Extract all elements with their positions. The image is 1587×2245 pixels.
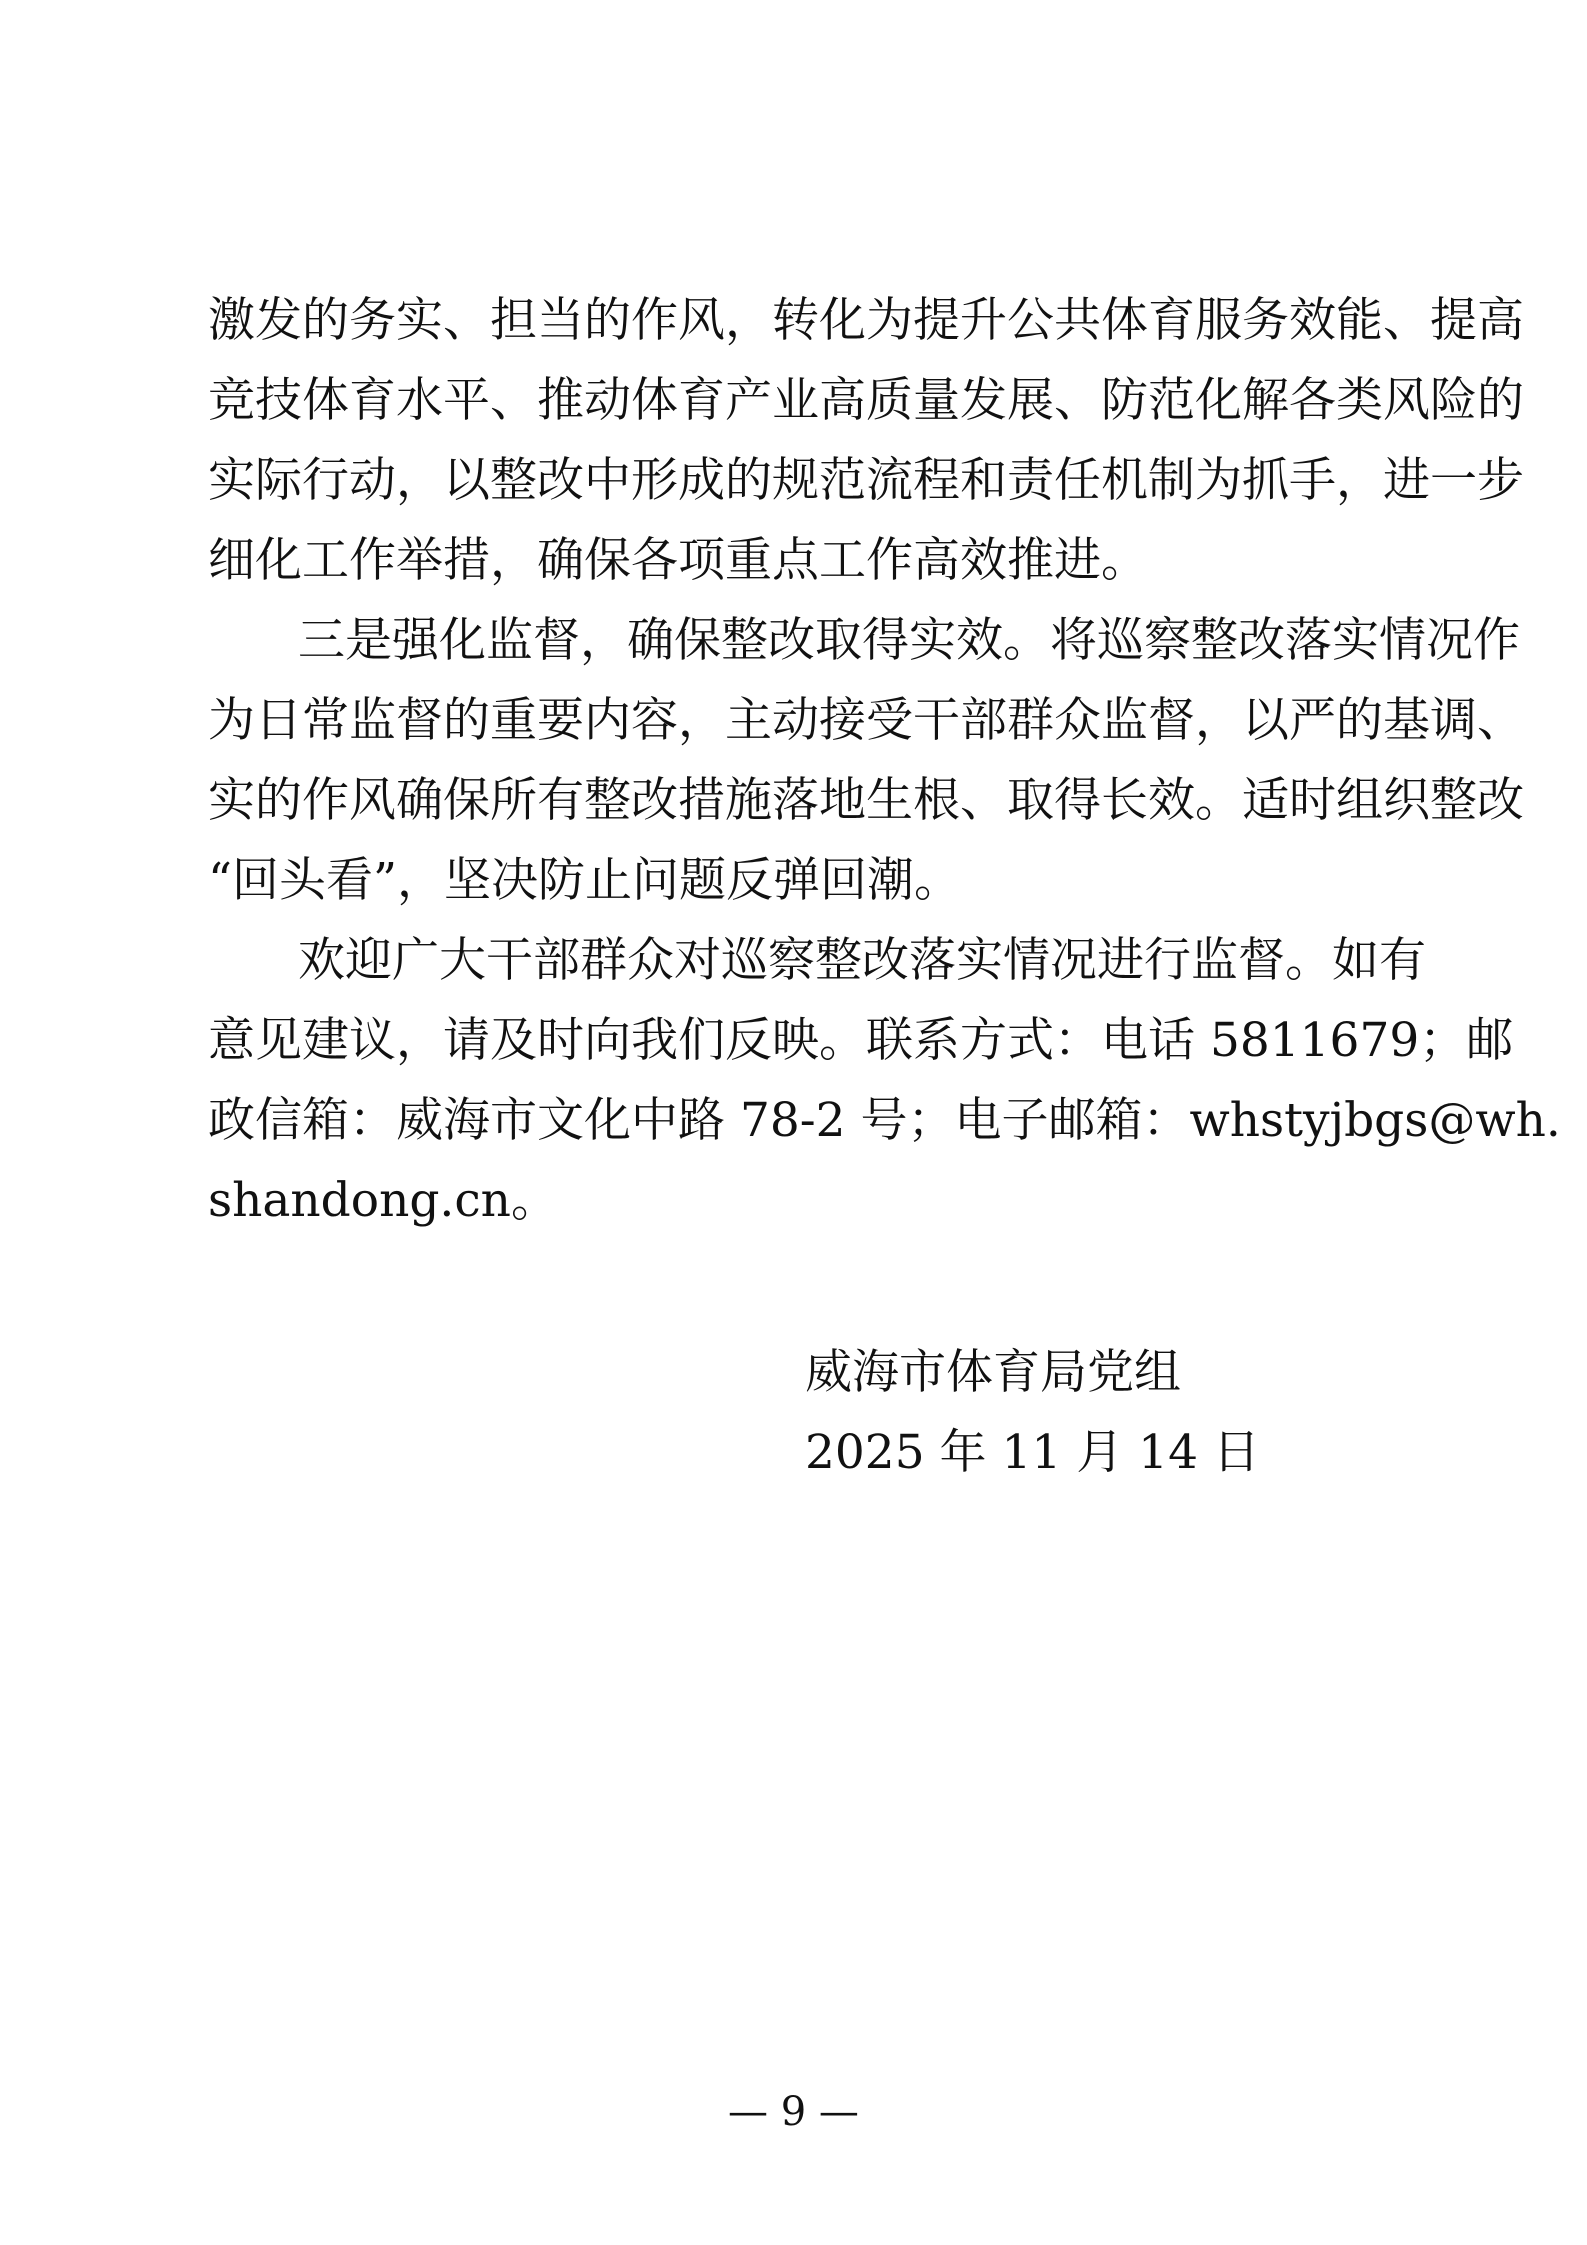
paragraph-line: shandong.cn。	[208, 1173, 558, 1228]
signature-date: 2025 年 11 月 14 日	[805, 1425, 1260, 1480]
paragraph-line: 为日常监督的重要内容，主动接受干部群众监督，以严的基调、	[208, 693, 1524, 748]
paragraph-line: 实际行动，以整改中形成的规范流程和责任机制为抓手，进一步	[208, 453, 1524, 508]
paragraph-line: 细化工作举措，确保各项重点工作高效推进。	[208, 533, 1148, 588]
paragraph-line: 三是强化监督，确保整改取得实效。将巡察整改落实情况作	[298, 613, 1520, 668]
paragraph-line: 政信箱：威海市文化中路 78-2 号；电子邮箱：whstyjbgs@wh.	[208, 1093, 1561, 1148]
paragraph-line: 激发的务实、担当的作风，转化为提升公共体育服务效能、提高	[208, 293, 1524, 348]
page-number: — 9 —	[728, 2089, 859, 2135]
paragraph-line: 实的作风确保所有整改措施落地生根、取得长效。适时组织整改	[208, 773, 1524, 828]
paragraph-line: 竞技体育水平、推动体育产业高质量发展、防范化解各类风险的	[208, 373, 1524, 428]
signature-organization: 威海市体育局党组	[805, 1345, 1181, 1400]
paragraph-line: 欢迎广大干部群众对巡察整改落实情况进行监督。如有	[298, 933, 1426, 988]
paragraph-line: 意见建议，请及时向我们反映。联系方式：电话 5811679；邮	[208, 1013, 1514, 1068]
paragraph-line: “回头看”，坚决防止问题反弹回潮。	[208, 853, 962, 908]
